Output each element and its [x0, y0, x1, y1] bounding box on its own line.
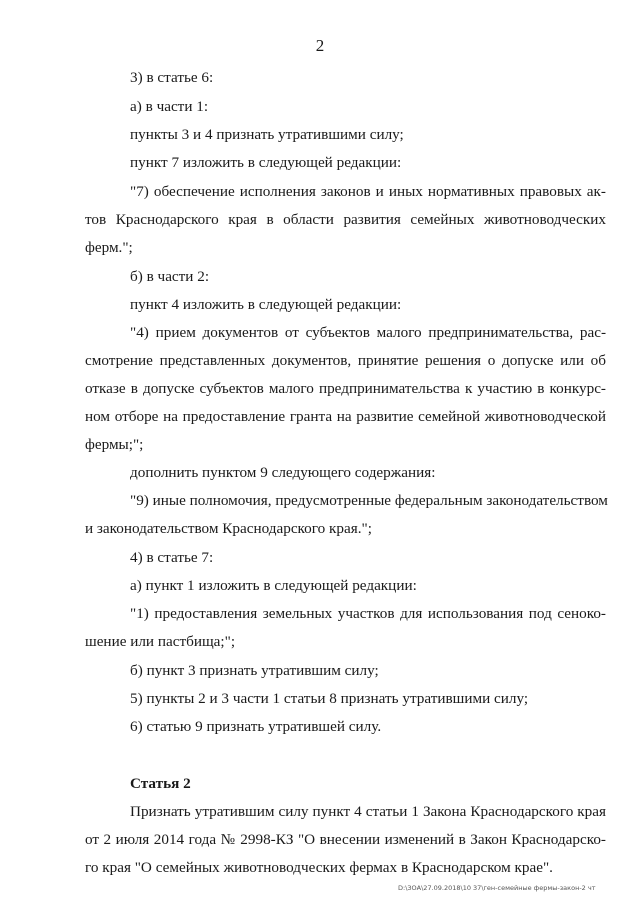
text-line: пункты 3 и 4 признать утратившими силу;	[130, 126, 404, 143]
text-line: 3) в статье 6:	[130, 69, 214, 86]
text-line: 6) статью 9 признать утратившей силу.	[130, 718, 382, 735]
text-line: 4) в статье 7:	[130, 549, 214, 566]
text-line: от 2 июля 2014 года № 2998-КЗ "О внесении изменений в Закон Краснодарско-	[85, 831, 606, 848]
text-line: а) в части 1:	[130, 98, 209, 115]
text-line: шение или пастбища;";	[85, 633, 236, 650]
text-line: дополнить пунктом 9 следующего содержания:	[130, 464, 436, 481]
text-line: Признать утратившим силу пункт 4 статьи 1 Закона Краснодарского края	[130, 803, 606, 820]
text-line: "7) обеспечение исполнения законов и иных нормативных правовых ак-	[130, 183, 606, 200]
text-line: и законодательством Краснодарского края.";	[85, 520, 372, 537]
text-line: пункт 7 изложить в следующей редакции:	[130, 154, 402, 171]
text-line: б) в части 2:	[130, 268, 210, 285]
text-line: смотрение представленных документов, принятие решения о допуске или об	[85, 352, 606, 369]
text-line: пункт 4 изложить в следующей редакции:	[130, 296, 402, 313]
text-line: отказе в допуске субъектов малого предпринимательства к участию в конкурс-	[85, 380, 606, 397]
footer-file-path: D:\ЗОА\27.09.2018\10 37\ген-семейные фермы-закон-2 чт	[398, 884, 596, 892]
text-line: "4) прием документов от субъектов малого предпринимательства, рас-	[130, 324, 606, 341]
text-line: б) пункт 3 признать утратившим силу;	[130, 662, 379, 679]
text-line: 5) пункты 2 и 3 части 1 статьи 8 признать утратившими силу;	[130, 690, 529, 707]
text-line: ном отборе на предоставление гранта на развитие семейной животноводческой	[85, 408, 606, 425]
text-line: го края "О семейных животноводческих фермах в Краснодарском крае".	[85, 859, 553, 876]
text-line: тов Краснодарского края в области развития семейных животноводческих	[85, 211, 606, 228]
text-line: а) пункт 1 изложить в следующей редакции:	[130, 577, 417, 594]
text-line: ферм.";	[85, 239, 133, 256]
article-heading: Статья 2	[130, 775, 191, 792]
text-line: "9) иные полномочия, предусмотренные федеральным законодательством	[130, 492, 608, 509]
text-line: "1) предоставления земельных участков для использования под сеноко-	[130, 605, 606, 622]
page-number: 2	[315, 36, 325, 55]
text-line: фермы;";	[85, 436, 144, 453]
